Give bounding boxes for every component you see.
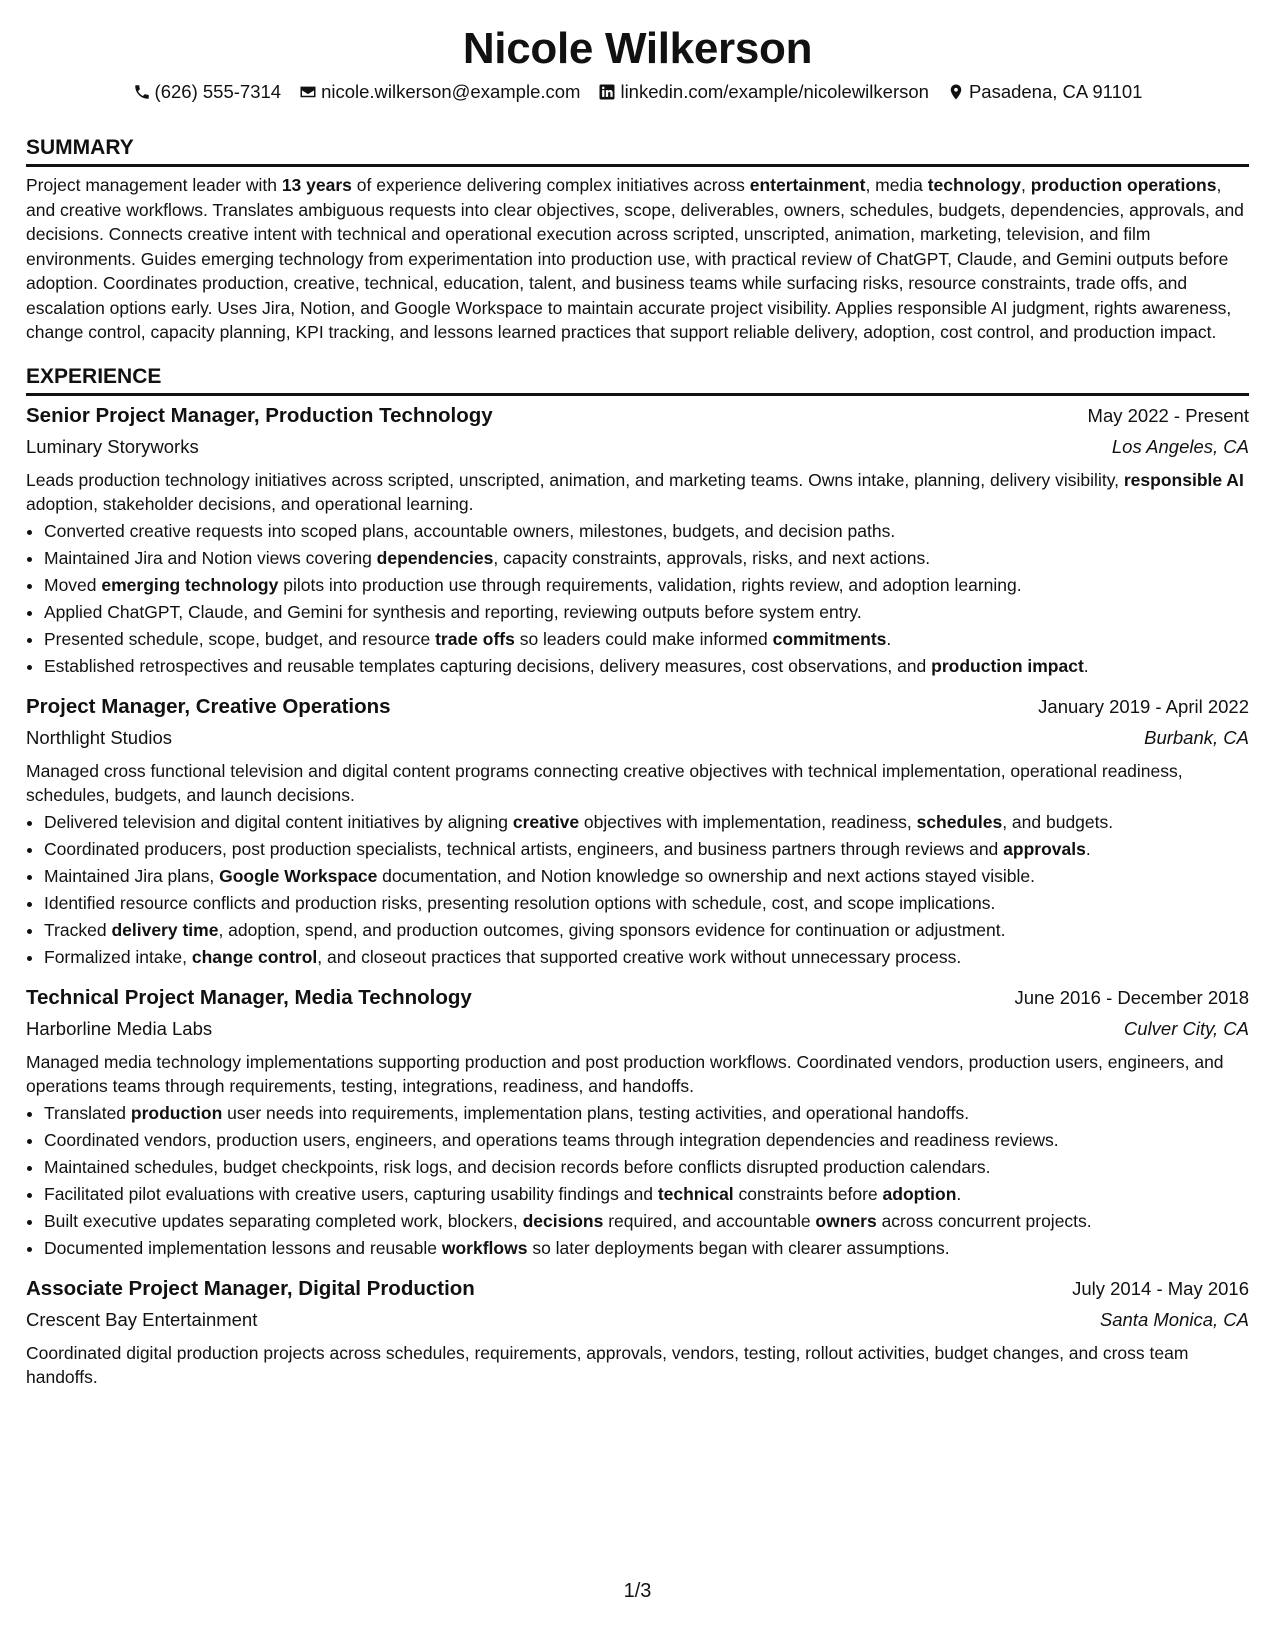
job-subheader — [26, 1015, 1249, 1043]
job-bullets — [26, 1100, 1249, 1262]
job-header — [26, 1275, 1249, 1303]
envelope-icon — [299, 83, 317, 101]
job-description: Managed media technology implementations supporting production and post production workflows. Coordinated vendors, production users, engineers, and operations teams through requirements, testing, integrations, readiness, and handoffs. — [26, 1051, 1224, 1096]
job-entry — [26, 984, 1249, 1262]
bullet-item: • Maintained Jira and Notion views covering dependencies, capacity constraints, approvals, risks, and next actions. — [44, 545, 1249, 572]
phone-text: (626) 555-7314 — [154, 81, 282, 102]
bullet-item: • Documented implementation lessons and reusable workflows so later deployments began with clearer assumptions. — [44, 1235, 1249, 1262]
page-number: 1/3 — [623, 1580, 652, 1602]
location-text: Pasadena, CA 91101 — [968, 81, 1143, 102]
bullet-item: • Converted creative requests into scoped plans, accountable owners, milestones, budgets, and decision paths. — [44, 518, 1249, 545]
bullet-item: • Identified resource conflicts and production risks, presenting resolution options with schedule, cost, and scope implications. — [44, 890, 1249, 917]
job-bullets — [26, 518, 1249, 680]
section-title-experience: EXPERIENCE — [26, 363, 1249, 396]
contact-bar — [26, 78, 1249, 106]
bullet-item: • Formalized intake, change control, and closeout practices that supported creative work without unnecessary process. — [44, 944, 1249, 971]
map-pin-icon — [947, 83, 965, 101]
job-title: Senior Project Manager, Production Technology — [26, 403, 493, 427]
phone-icon — [133, 83, 151, 101]
job-entry — [26, 693, 1249, 971]
job-company: Harborline Media Labs — [26, 1017, 213, 1039]
candidate-name: Nicole Wilkerson — [462, 24, 813, 73]
linkedin-link[interactable]: linkedin.com/example/nicolewilkerson — [620, 81, 929, 102]
job-dates: July 2014 - May 2016 — [1072, 1277, 1249, 1299]
job-company: Northlight Studios — [26, 726, 173, 748]
bullet-item: • Coordinated vendors, production users, engineers, and operations teams through integration dependencies and readiness reviews. — [44, 1127, 1249, 1154]
linkedin-icon — [598, 83, 616, 101]
job-company: Luminary Storyworks — [26, 435, 199, 457]
job-location: Santa Monica, CA — [1099, 1308, 1249, 1330]
contact-email[interactable] — [299, 78, 580, 106]
job-description: Coordinated digital production projects across schedules, requirements, approvals, vendors, testing, rollout activities, budget changes, and cross team handoffs. — [26, 1342, 1189, 1387]
bullet-item: • Coordinated producers, post production specialists, technical artists, engineers, and business partners through reviews and approvals. — [44, 836, 1249, 863]
bullet-item: • Built executive updates separating completed work, blockers, decisions required, and accountable owners across concurrent projects. — [44, 1208, 1249, 1235]
job-title: Technical Project Manager, Media Technology — [26, 985, 472, 1009]
job-header — [26, 402, 1249, 430]
bullet-item: • Facilitated pilot evaluations with creative users, capturing usability findings and technical constraints before adoption. — [44, 1181, 1249, 1208]
job-description: Managed cross functional television and digital content programs connecting creative objectives with technical implementation, operational readiness, schedules, budgets, and launch decisions. — [26, 760, 1183, 805]
contact-phone — [133, 78, 282, 106]
contact-location — [947, 78, 1143, 106]
bullet-item: • Applied ChatGPT, Claude, and Gemini for synthesis and reporting, reviewing outputs before system entry. — [44, 599, 1249, 626]
job-description: Leads production technology initiatives across scripted, unscripted, animation, and marketing teams. Owns intake, planning, delivery visibility, responsible AI adoption, stakeholder decisions, and operational learning. — [26, 469, 1244, 514]
bullet-item: • Presented schedule, scope, budget, and resource trade offs so leaders could make informed commitments. — [44, 626, 1249, 653]
resume-page — [26, 0, 1249, 1650]
section-title-summary: SUMMARY — [26, 134, 1249, 167]
job-dates: January 2019 - April 2022 — [1038, 695, 1249, 717]
experience-section — [26, 363, 1249, 1390]
bullet-item: • Translated production user needs into requirements, implementation plans, testing activities, and operational handoffs. — [44, 1100, 1249, 1127]
job-title: Associate Project Manager, Digital Production — [26, 1276, 475, 1300]
job-bullets — [26, 809, 1249, 971]
job-entry — [26, 402, 1249, 680]
contact-linkedin[interactable] — [598, 78, 928, 106]
job-subheader — [26, 433, 1249, 461]
email-link[interactable]: nicole.wilkerson@example.com — [321, 81, 581, 102]
bullet-item: • Established retrospectives and reusable templates capturing decisions, delivery measures, cost observations, and production impact. — [44, 653, 1249, 680]
job-dates: May 2022 - Present — [1087, 404, 1249, 426]
bullet-item: • Maintained Jira plans, Google Workspace documentation, and Notion knowledge so ownership and next actions stayed visible. — [44, 863, 1249, 890]
bullet-item: • Maintained schedules, budget checkpoints, risk logs, and decision records before conflicts disrupted production calendars. — [44, 1154, 1249, 1181]
job-entry — [26, 1275, 1249, 1390]
job-dates: June 2016 - December 2018 — [1014, 986, 1249, 1008]
job-location: Los Angeles, CA — [1111, 435, 1249, 457]
bullet-item: • Tracked delivery time, adoption, spend, and production outcomes, giving sponsors evidence for continuation or adjustment. — [44, 917, 1249, 944]
job-header — [26, 984, 1249, 1012]
bullet-item: • Moved emerging technology pilots into production use through requirements, validation, rights review, and adoption learning. — [44, 572, 1249, 599]
job-location: Burbank, CA — [1144, 726, 1249, 748]
summary-section — [26, 134, 1249, 345]
job-company: Crescent Bay Entertainment — [26, 1308, 258, 1330]
job-list — [26, 402, 1249, 1390]
job-subheader — [26, 724, 1249, 752]
job-subheader — [26, 1306, 1249, 1334]
job-header — [26, 693, 1249, 721]
job-title: Project Manager, Creative Operations — [26, 694, 391, 718]
bullet-item: • Delivered television and digital content initiatives by aligning creative objectives with implementation, readiness, schedules, and budgets. — [44, 809, 1249, 836]
job-location: Culver City, CA — [1123, 1017, 1249, 1039]
summary-text: Project management leader with 13 years of experience delivering complex initiatives across entertainment, media technology, production operations, and creative workflows. Translates ambiguous requests into clear objectives, scope, deliverables, owners, schedules, budgets, dependencies, approvals, and decisions. Connects creative intent with technical and operational execution across scripted, unscripted, animation, marketing, television, and film environments. Guides emerging technology from experimentation into production use, with practical review of ChatGPT, Claude, and Gemini outputs before adoption. Coordinates production, creative, technical, education, talent, and business teams while surfacing risks, resource constraints, trade offs, and escalation options early. Uses Jira, Notion, and Google Workspace to maintain accurate project visibility. Applies responsible AI judgment, rights awareness, change control, capacity planning, KPI tracking, and lessons learned practices that support reliable delivery, adoption, cost control, and production impact. — [26, 175, 1244, 342]
